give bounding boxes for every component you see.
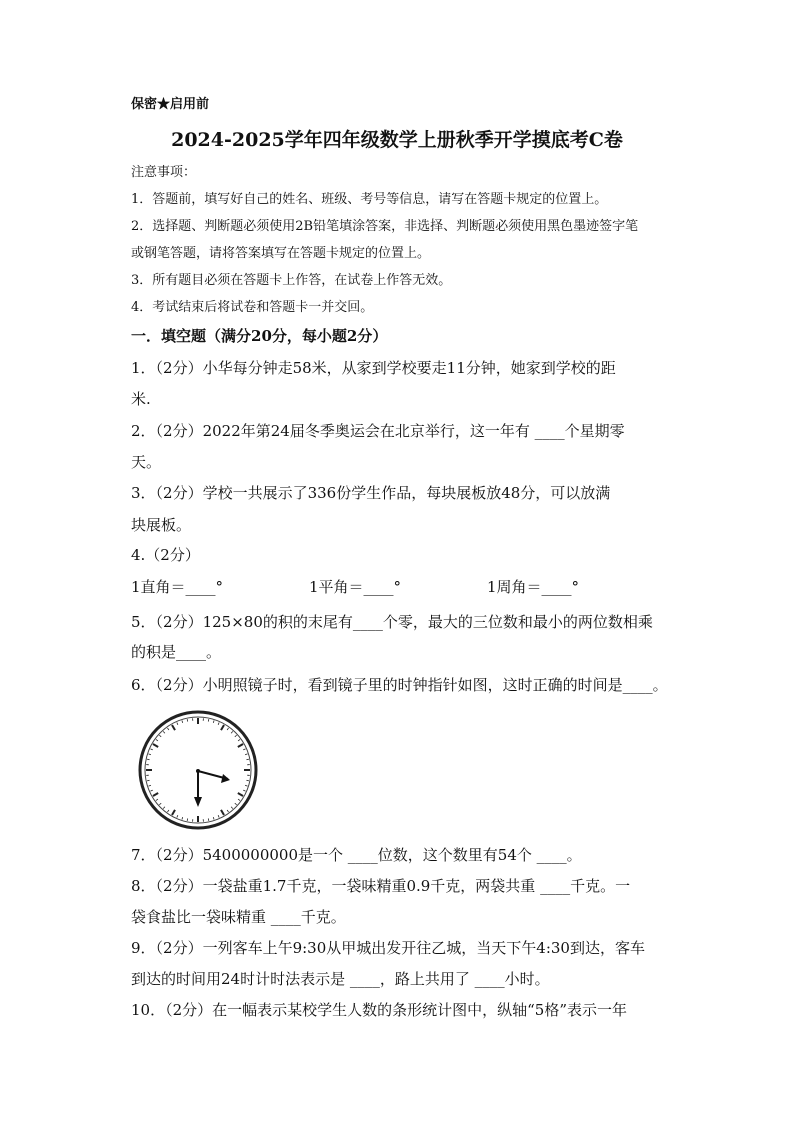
notice-item-2: 2．选择题、判断题必须使用2B铅笔填涂答案，非选择、判断题必须使用黑色墨迹签字笔 <box>131 219 639 234</box>
clock-minute-tick <box>187 818 188 820</box>
clock-minute-tick <box>208 818 209 820</box>
question-3-line-1: 3．（2分）学校一共展示了336份学生作品，每块展板放48分，可以放满 <box>131 484 611 502</box>
question-5-line-1: 5．（2分）125×80的积的末尾有____个零，最大的三位数和最小的两位数相乘 <box>131 613 653 631</box>
question-8-line-2: 袋食盐比一袋味精重 ____千克。 <box>131 908 346 926</box>
notice-item-2-cont: 或钢笔答题，请将答案填写在答题卡规定的位置上。 <box>131 246 431 261</box>
notice-item-1: 1．答题前，填写好自己的姓名、班级、考号等信息，请写在答题卡规定的位置上。 <box>131 192 608 207</box>
question-4-line-1: 4.（2分） <box>131 546 200 564</box>
notice-item-3: 3．所有题目必须在答题卡上作答，在试卷上作答无效。 <box>131 273 452 288</box>
clock-minute-tick <box>187 719 188 721</box>
clock-minute-tick <box>246 780 248 781</box>
question-8-line-1: 8．（2分）一袋盐重1.7千克，一袋味精重0.9千克，两袋共重 ____千克。一 <box>131 877 631 895</box>
notice-heading: 注意事项： <box>131 165 197 180</box>
secret-label: 保密★启用前 <box>131 97 210 112</box>
question-3-line-2: 块展板。 <box>131 516 192 534</box>
clock-center-pin <box>196 769 200 773</box>
question-4-answers <box>131 577 667 597</box>
question-10-line-1: 10．（2分）在一幅表示某校学生人数的条形统计图中，纵轴“5格”表示一年 <box>131 1001 628 1019</box>
question-9-line-1: 9．（2分）一列客车上午9:30从甲城出发开往乙城，当天下午4:30到达，客车 <box>131 939 645 957</box>
question-1-line-2: 米. <box>131 390 151 408</box>
question-5-line-2: 的积是____。 <box>131 643 222 661</box>
question-9-line-2: 到达的时间用24时计时法表示是 ____，路上共用了 ____小时。 <box>131 970 550 988</box>
question-6-line-1: 6．（2分）小明照镜子时，看到镜子里的时钟指针如图，这时正确的时间是____。 <box>131 676 668 694</box>
question-4-right-angle: 1直角＝____° <box>131 578 224 596</box>
notice-item-4: 4．考试结束后将试卷和答题卡一并交回。 <box>131 300 374 315</box>
question-2-line-1: 2．（2分）2022年第24届冬季奥运会在北京举行，这一年有 ____个星期零 <box>131 422 625 440</box>
question-4-full-angle: 1周角＝____° <box>487 578 580 596</box>
page-title: 2024-2025学年四年级数学上册秋季开学摸底考C卷 <box>171 129 623 151</box>
question-7-line-1: 7．（2分）5400000000是一个 ____位数，这个数里有54个 ____。 <box>131 846 582 864</box>
question-4-straight-angle: 1平角＝____° <box>309 578 402 596</box>
question-2-line-2: 天。 <box>131 453 162 471</box>
clock-minute-tick <box>246 759 248 760</box>
section-heading: 一．填空题（满分20分，每小题2分） <box>131 327 388 345</box>
clock-minute-tick <box>147 780 149 781</box>
mirrored-clock-figure <box>137 709 259 831</box>
question-1-line-1: 1．（2分）小华每分钟走58米，从家到学校要走11分钟，她家到学校的距 <box>131 359 616 377</box>
clock-minute-tick <box>147 759 149 760</box>
clock-minute-tick <box>208 719 209 721</box>
